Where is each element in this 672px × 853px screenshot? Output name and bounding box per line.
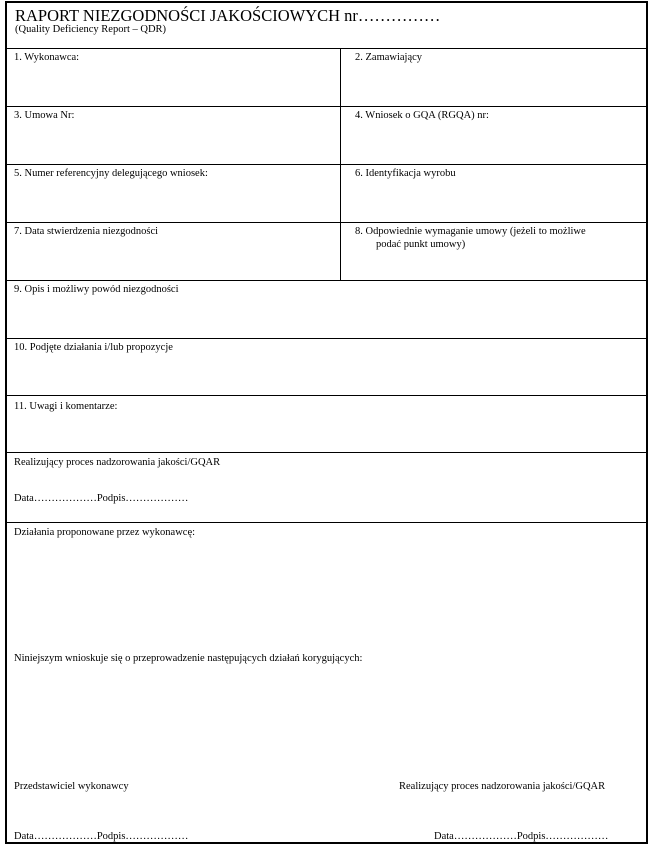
contractor-date-signature[interactable]: Data………………Podpis……………… bbox=[14, 831, 189, 842]
field-reference-number-label: 5. Numer referencyjny delegującego wniosek: bbox=[14, 168, 208, 179]
field-contract-number[interactable] bbox=[7, 107, 340, 164]
gqar-date-signature[interactable]: Data………………Podpis……………… bbox=[14, 493, 189, 504]
field-contractor-label: 1. Wykonawca: bbox=[14, 52, 80, 63]
field-gqa-request[interactable] bbox=[340, 107, 646, 164]
field-gqa-request-label: 4. Wniosek o GQA (RGQA) nr: bbox=[355, 110, 489, 121]
proposed-actions-label: Działania proponowane przez wykonawcę: bbox=[14, 527, 196, 538]
field-contract-requirement-label: 8. Odpowiednie wymaganie umowy (jeżeli to możliwe bbox=[355, 226, 586, 237]
field-nonconformity-date[interactable] bbox=[7, 223, 340, 280]
form-title: RAPORT NIEZGODNOŚCI JAKOŚCIOWYCH nr…………… bbox=[15, 6, 441, 25]
gqar-final-date-signature[interactable]: Data………………Podpis……………… bbox=[434, 831, 609, 842]
row-5[interactable] bbox=[7, 280, 646, 338]
row-4 bbox=[7, 222, 646, 280]
form-header bbox=[7, 3, 646, 48]
gqar-final-label: Realizujący proces nadzorowania jakości/GQAR bbox=[399, 781, 606, 792]
field-contract-requirement-label-2: podać punkt umowy) bbox=[376, 239, 466, 250]
contractor-rep-label: Przedstawiciel wykonawcy bbox=[14, 781, 129, 792]
row-2 bbox=[7, 106, 646, 164]
contractor-section bbox=[7, 522, 646, 842]
field-actions-taken-label: 10. Podjęte działania i/lub propozycje bbox=[14, 342, 173, 353]
field-purchaser-label: 2. Zamawiający bbox=[355, 52, 423, 63]
form-subtitle: (Quality Deficiency Report – QDR) bbox=[15, 24, 167, 35]
field-contractor[interactable] bbox=[7, 49, 340, 106]
field-contract-requirement[interactable] bbox=[340, 223, 646, 280]
field-purchaser[interactable] bbox=[340, 49, 646, 106]
field-description-label: 9. Opis i możliwy powód niezgodności bbox=[14, 284, 179, 295]
gqar-label: Realizujący proces nadzorowania jakości/GQAR bbox=[14, 457, 221, 468]
field-reference-number[interactable] bbox=[7, 165, 340, 222]
field-product-id[interactable] bbox=[340, 165, 646, 222]
row-3 bbox=[7, 164, 646, 222]
qdr-form bbox=[5, 1, 648, 844]
field-remarks-label: 11. Uwagi i komentarze: bbox=[14, 401, 118, 412]
corrective-actions-label: Niniejszym wnioskuje się o przeprowadzenie następujących działań korygujących: bbox=[14, 653, 363, 664]
field-contract-number-label: 3. Umowa Nr: bbox=[14, 110, 75, 121]
row-1 bbox=[7, 48, 646, 106]
gqar-section bbox=[7, 452, 646, 522]
field-product-id-label: 6. Identyfikacja wyrobu bbox=[355, 168, 456, 179]
field-nonconformity-date-label: 7. Data stwierdzenia niezgodności bbox=[14, 226, 159, 237]
row-6[interactable] bbox=[7, 338, 646, 395]
row-7[interactable] bbox=[7, 395, 646, 452]
